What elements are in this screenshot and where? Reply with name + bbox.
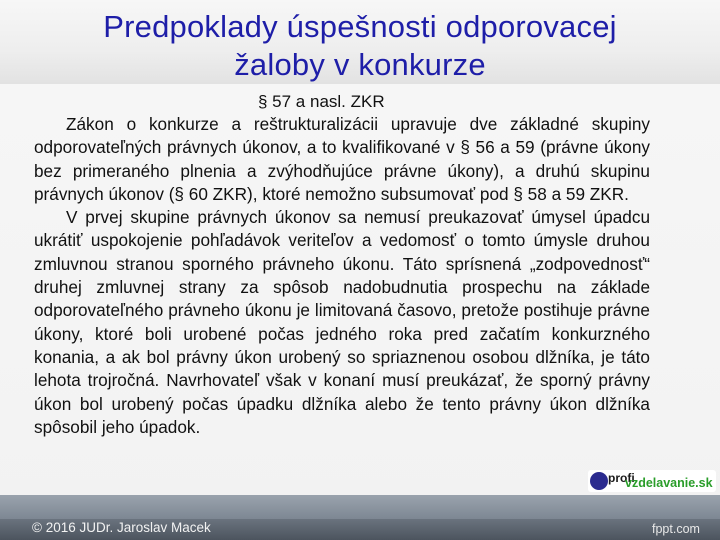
profivzdelavanie-logo — [588, 470, 716, 492]
footer-brand: fppt.com — [652, 522, 700, 536]
logo-mark-icon — [590, 472, 608, 490]
slide-subtitle: § 57 a nasl. ZKR — [258, 92, 385, 111]
slide-body — [34, 113, 650, 439]
logo-text-profi: profi — [608, 471, 635, 485]
paragraph-2: V prvej skupine právnych úkonov sa nemusí preukazovať úmysel úpadcu ukrátiť uspokojenie pohľadávok veriteľov a vedomosť o tomto úmysle druhou zmluvnou stranou sporného právneho úkonu. Táto sprísnená „zodpovednosť“ druhej zmluvnej strany za spôsob nadobudnutia prospechu na základe odporovateľného právneho úkonu je limitovaná časovo, pretože postihuje právne úkony, ktoré boli urobené počas jedného roka pred začatím konkurzného konania, a ak bol právny úkon urobený so spriaznenou osobou dlžníka, je táto lehota trojročná. Navrhovateľ však v konaní musí preukázať, že sporný právny úkon bol urobený počas úpadku dlžníka alebo že tento právny úkon dlžníka spôsobil jeho úpadok. — [34, 207, 650, 437]
logo-text-domain: vzdelavanie.sk — [625, 476, 713, 490]
slide-title: Predpoklady úspešnosti odporovacej žaloby v konkurze — [103, 9, 617, 82]
paragraph-1: Zákon o konkurze a reštrukturalizácii upravuje dve základné skupiny odporovateľných právnych úkonov, a to kvalifikované v § 56 a 59 (právne úkony bez primeraného plnenia a zvýhodňujúce právne úkony), a druhú skupinu právnych úkonov (§ 60 ZKR), ktoré nemožno subsumovať pod § 58 a 59 ZKR. — [34, 114, 650, 204]
footer-copyright: © 2016 JUDr. Jaroslav Macek — [32, 520, 211, 535]
